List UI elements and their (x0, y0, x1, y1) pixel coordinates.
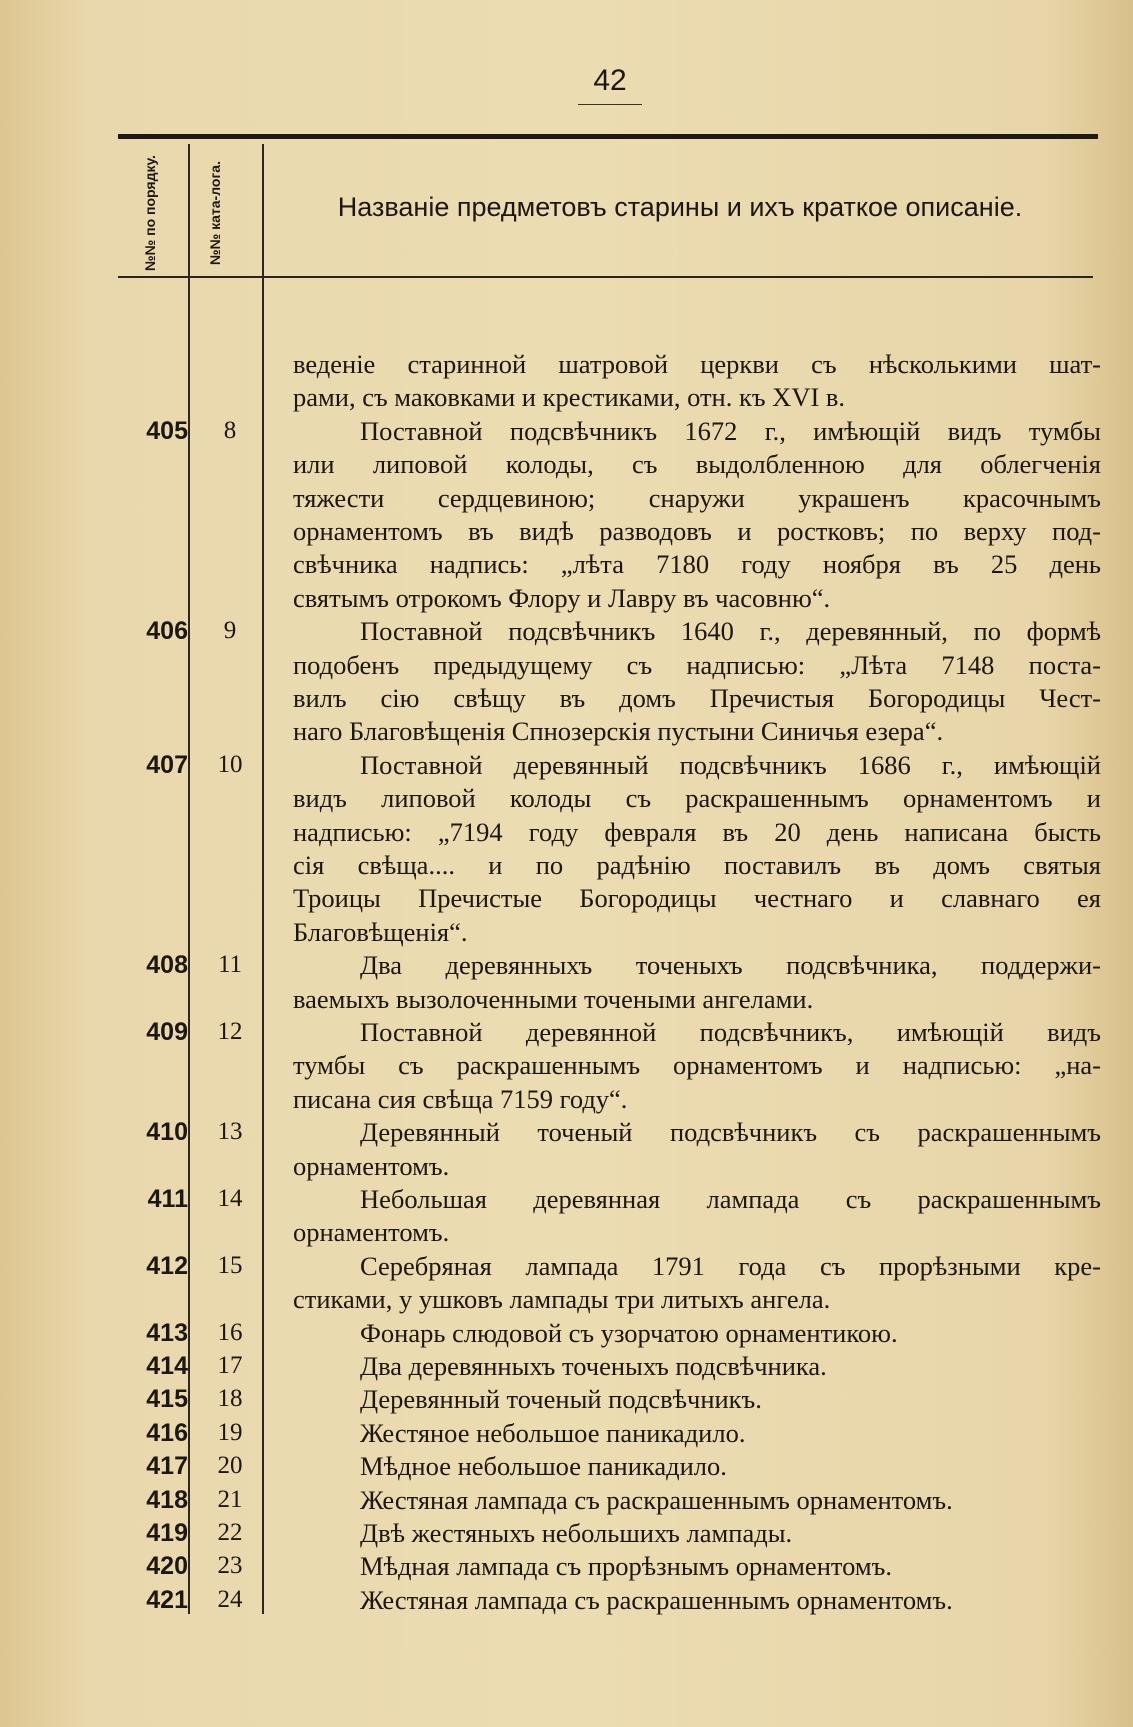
catalog-number: 11 (217, 951, 243, 979)
description-line: или липовой колоды, съ выдолбленною для облегченія (293, 449, 1101, 480)
order-number: 421 (146, 1585, 188, 1614)
description-line: надписью: „7194 году февраля въ 20 день написана бысть (293, 816, 1101, 847)
description-line: сія свѣща.... и по радѣнію поставилъ въ домъ святыя (293, 850, 1101, 880)
order-number: 420 (146, 1552, 188, 1581)
description-line: Поставной подсвѣчникъ 1640 г., деревянный, по формѣ (360, 616, 1101, 647)
column-divider-2 (262, 144, 264, 1614)
order-number: 418 (146, 1485, 188, 1514)
order-number: 412 (146, 1251, 188, 1280)
description-line: Мѣдная лампада съ прорѣзнымъ орнаментомъ. (360, 1551, 892, 1582)
header-title: Названіе предметовъ старины и ихъ краткое описаніе. (337, 192, 1023, 222)
catalog-number: 8 (223, 416, 237, 444)
order-number: 413 (146, 1318, 188, 1347)
order-number: 406 (146, 617, 188, 646)
order-number: 416 (146, 1418, 188, 1447)
header-order-number: №№ по порядку. (142, 155, 158, 271)
description-line: орнаментомъ. (293, 1217, 450, 1248)
description-line: Двѣ жестяныхъ небольшихъ лампады. (360, 1518, 793, 1548)
description-line: святымъ отрокомъ Флору и Лавру въ часовню“. (293, 582, 831, 613)
description-line: Поставной подсвѣчникъ 1672 г., имѣющій видъ тумбы (360, 415, 1101, 446)
description-line: свѣчника надпись: „лѣта 7180 году ноября въ 25 день (293, 549, 1101, 580)
description-line: веденіе старинной шатровой церкви съ нѣсколькими шат- (293, 349, 1101, 379)
page-number: 42 (593, 64, 627, 97)
description-line: Два деревянныхъ точеныхъ подсвѣчника. (360, 1351, 827, 1381)
description-line: Деревянный точеный подсвѣчникъ. (360, 1384, 762, 1415)
description-line: Жестяная лампада съ раскрашеннымъ орнаментомъ. (360, 1484, 953, 1515)
column-divider-1 (188, 144, 190, 1614)
description-line: видъ липовой колоды съ раскрашеннымъ орнаментомъ и (293, 783, 1101, 814)
catalog-number: 19 (217, 1418, 243, 1446)
catalog-number: 13 (217, 1118, 243, 1146)
description-line: Поставной деревянный подсвѣчникъ 1686 г., имѣющій (360, 749, 1101, 780)
description-line: писана сия свѣща 7159 году“. (293, 1083, 628, 1114)
catalog-number: 18 (217, 1385, 243, 1413)
description-line: Поставной деревянной подсвѣчникъ, имѣющій видъ (360, 1017, 1101, 1047)
order-number: 405 (146, 416, 188, 445)
order-number: 410 (146, 1118, 188, 1147)
table-top-rule (118, 134, 1098, 139)
order-number: 411 (147, 1185, 188, 1213)
description-line: вилъ сію свѣщу въ домъ Пречистыя Богородицы Чест- (293, 683, 1101, 713)
description-line: Два деревянныхъ точеныхъ подсвѣчника, поддержи- (360, 950, 1101, 981)
description-line: ваемыхъ вызолоченными точеными ангелами. (293, 983, 814, 1014)
description-line: Небольшая деревянная лампада съ раскрашеннымъ (360, 1184, 1101, 1214)
catalog-number: 20 (217, 1452, 243, 1480)
description-line: Фонарь слюдовой съ узорчатою орнаментикою. (360, 1317, 898, 1348)
description-line: подобенъ предыдущему съ надписью: „Лѣта 7148 поста- (293, 649, 1101, 680)
catalog-number: 22 (217, 1519, 243, 1546)
header-catalog-number: №№ ката-лога. (207, 161, 223, 265)
catalog-number: 16 (217, 1318, 243, 1346)
catalog-number: 12 (217, 1018, 243, 1045)
catalog-number: 14 (217, 1185, 243, 1212)
table-header-rule (118, 276, 1093, 278)
description-line: рами, съ маковками и крестиками, отн. къ XVI в. (293, 382, 846, 413)
order-number: 407 (146, 750, 188, 779)
description-line: Деревянный точеный подсвѣчникъ съ раскрашеннымъ (360, 1117, 1101, 1148)
order-number: 409 (146, 1018, 188, 1046)
description-line: Троицы Пречистые Богородицы честнаго и славнаго ея (293, 883, 1101, 914)
description-line: орнаментомъ. (293, 1150, 450, 1181)
order-number: 417 (146, 1452, 188, 1481)
catalog-number: 17 (217, 1352, 243, 1379)
catalog-number: 21 (217, 1485, 243, 1513)
description-line: Жестяная лампада съ раскрашеннымъ орнаментомъ. (360, 1584, 953, 1615)
page-number-underline (578, 104, 642, 105)
description-line: тумбы съ раскрашеннымъ орнаментомъ и надписью: „на- (293, 1050, 1101, 1081)
catalog-number: 9 (223, 617, 237, 645)
description-line: Благовѣщенія“. (293, 916, 468, 947)
description-line: Жестяное небольшое паникадило. (360, 1417, 746, 1448)
description-line: тяжести сердцевиною; снаружи украшенъ красочнымъ (293, 482, 1101, 513)
description-line: стиками, у ушковъ лампады три литыхъ ангела. (293, 1284, 831, 1315)
catalog-number: 23 (217, 1552, 243, 1580)
catalog-number: 24 (217, 1585, 243, 1613)
order-number: 414 (146, 1352, 188, 1380)
order-number: 415 (146, 1385, 188, 1414)
description-line: орнаментомъ въ видѣ разводовъ и ростковъ; по верху под- (293, 516, 1101, 546)
order-number: 408 (146, 951, 188, 980)
catalog-number: 10 (217, 750, 243, 778)
catalog-number: 15 (217, 1251, 243, 1279)
description-line: Серебряная лампада 1791 года съ прорѣзными кре- (360, 1250, 1101, 1281)
order-number: 419 (146, 1519, 188, 1547)
description-line: Мѣдное небольшое паникадило. (360, 1451, 727, 1482)
description-line: наго Благовѣщенія Спнозерскія пустыни Синичья езера“. (293, 716, 944, 747)
